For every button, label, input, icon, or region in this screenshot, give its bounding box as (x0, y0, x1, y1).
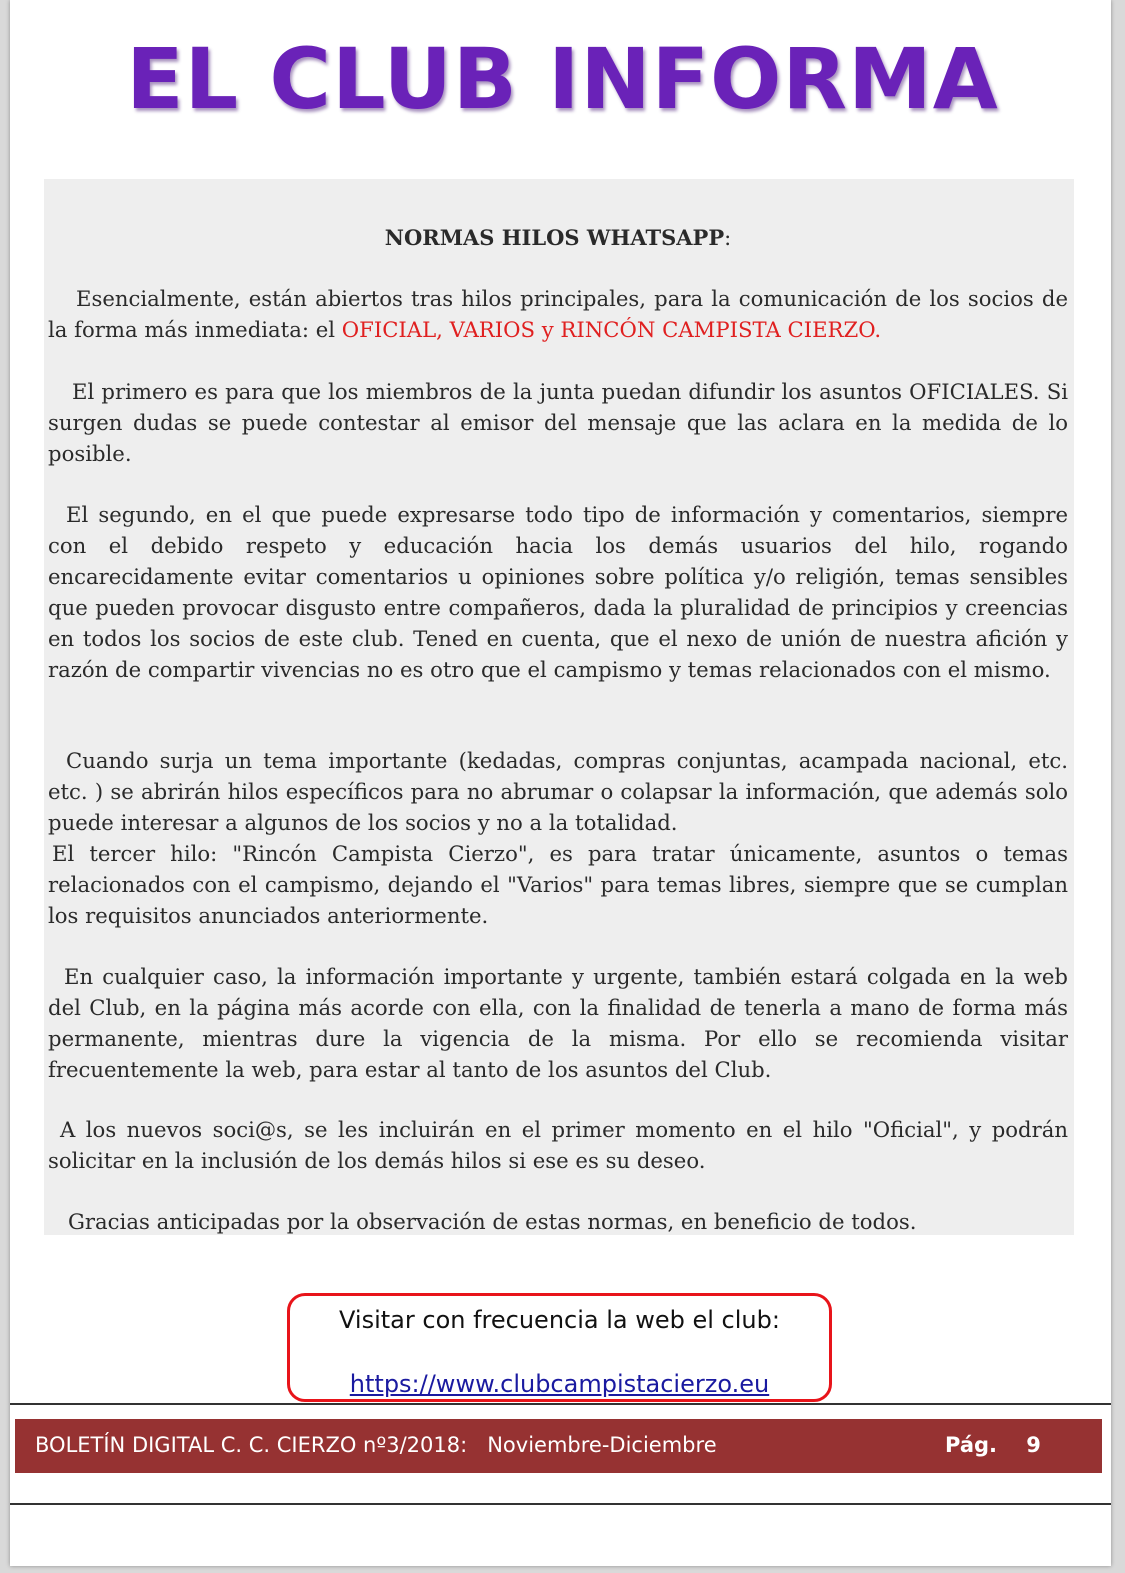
website-label: Visitar con frecuencia la web el club: (339, 1306, 780, 1334)
footer-page-label: Pág. (945, 1433, 998, 1457)
website-callout (287, 1293, 832, 1402)
paragraph-first-thread: El primero es para que los miembros de la junta puedan difundir los asuntos OFICIALES. Si surgen dudas se puede contestar al emisor del mensaje que las aclara en la medida de lo posible. (48, 379, 1068, 466)
footer-page-value: 9 (1026, 1433, 1041, 1457)
paragraph-specific-threads: Cuando surja un tema importante (kedadas, compras conjuntas, acampada nacional, etc. etc. ) se abrirán hilos específicos para no abrumar o colapsar la información, que además solo puede interesar a algunos de los socios y no a la totalidad. (48, 748, 1068, 835)
footer-page-number (945, 1433, 1041, 1457)
paragraph-second-thread: El segundo, en el que puede expresarse todo tipo de información y comentarios, siempre con el debido respeto y educación hacia los demás usuarios del hilo, rogando encarecidamente evitar comentarios u opiniones sobre política y/o religión, temas sensibles que pueden provocar disgusto entre compañeros, dada la pluralidad de principios y creencias en todos los socios de este club. Tened en cuenta, que el nexo de unión de nuestra afición y razón de compartir vivencias no es otro que el campismo y temas relacionados con el mismo. (48, 502, 1068, 682)
paragraph-web-info: En cualquier caso, la información importante y urgente, también estará colgada en la web del Club, en la página más acorde con ella, con la finalidad de tenerla a mano de forma más permanente, mientras dure la vigencia de la misma. Por ello se recomienda visitar frecuentemente la web, para estar al tanto de los asuntos del Club. (48, 964, 1068, 1082)
footer-bottom-rule (10, 1503, 1111, 1505)
notice-heading-text: NORMAS HILOS WHATSAPP (384, 225, 725, 250)
footer-bulletin-title: BOLETÍN DIGITAL C. C. CIERZO nº3/2018: Noviembre-Diciembre (35, 1433, 717, 1457)
paragraph-intro (48, 283, 1068, 345)
website-link[interactable]: https://www.clubcampistacierzo.eu (349, 1370, 770, 1398)
paragraph-intro-text: Esencialmente, están abiertos tras hilos principales, para la comunicación de los socios de la forma más inmediata: el (48, 286, 1068, 342)
footer-bar (15, 1419, 1102, 1473)
thread-names-highlight: OFICIAL, VARIOS y RINCÓN CAMPISTA CIERZO. (341, 317, 882, 342)
notice-heading-colon: : (724, 226, 732, 250)
notice-heading (48, 222, 1068, 254)
notice-box (44, 179, 1074, 1235)
paragraph-thanks: Gracias anticipadas por la observación de estas normas, en beneficio de todos. (68, 1209, 917, 1234)
paragraph-new-members: A los nuevos soci@s, se les incluirán en el primer momento en el hilo "Oficial", y podrán solicitar en la inclusión de los demás hilos si ese es su deseo. (48, 1117, 1068, 1173)
footer-top-rule (10, 1403, 1111, 1405)
paragraph-third-thread: El tercer hilo: "Rincón Campista Cierzo", es para tratar únicamente, asuntos o temas relacionados con el campismo, dejando el "Varios" para temas libres, siempre que se cumplan los requisitos anunciados anteriormente. (48, 841, 1068, 928)
page-title: EL CLUB INFORMA (126, 30, 999, 128)
